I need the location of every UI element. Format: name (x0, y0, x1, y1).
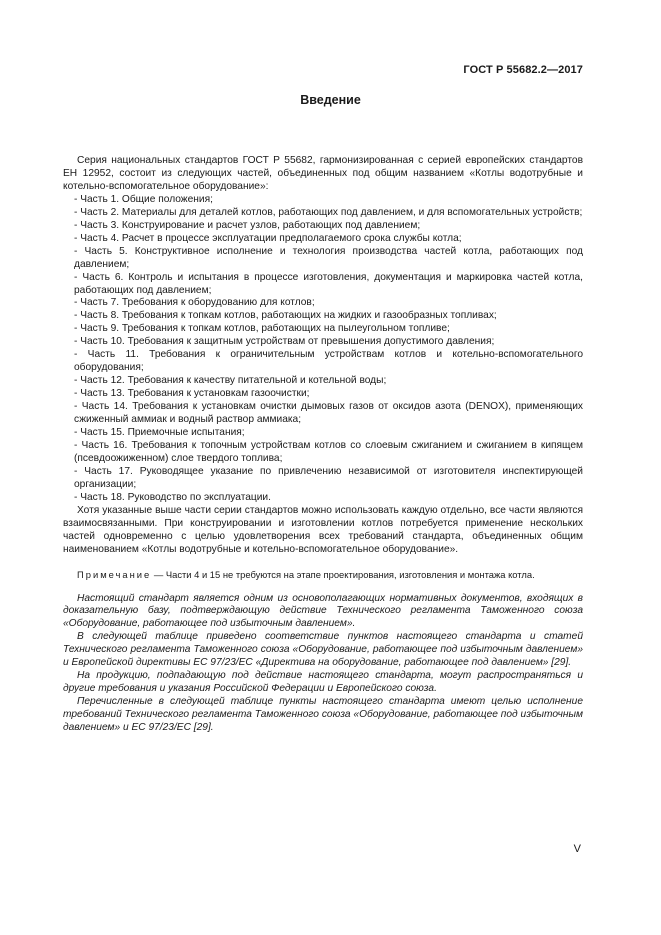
list-item: - Часть 8. Требования к топкам котлов, работающих на жидких и газообразных топливах; (74, 310, 497, 322)
list-item: - Часть 9. Требования к топкам котлов, работающих на пылеугольном топливе; (74, 323, 450, 335)
list-item: - Часть 13. Требования к установкам газоочистки; (74, 388, 310, 400)
list-item: - Часть 10. Требования к защитным устройствам от превышения допустимого давления; (74, 336, 495, 348)
italic-paragraph: Настоящий стандарт является одним из основополагающих нормативных документов, входящих в доказательную базу, подтверждающую действие Технического регламента Таможенного союза «Оборудование, работающее под избыточным давлением». (63, 592, 583, 630)
note-text: — Части 4 и 15 не требуются на этапе проектирования, изготовления и монтажа котла. (153, 568, 535, 580)
document-body (63, 155, 583, 735)
list-item: - Часть 5. Конструктивное исполнение и технология производства частей котла, работающих под давлением; (74, 245, 583, 270)
list-item: - Часть 17. Руководящее указание по привлечению независимой от изготовителя инспектирующей организации; (74, 465, 583, 490)
list-item: - Часть 4. Расчет в процессе эксплуатации предполагаемого срока службы котла; (74, 232, 462, 244)
list-item: - Часть 15. Приемочные испытания; (74, 427, 245, 439)
list-item: - Часть 18. Руководство по эксплуатации. (74, 491, 271, 503)
intro-paragraph: Серия национальных стандартов ГОСТ Р 55682, гармонизированная с серией европейских стандартов ЕН 12952, состоит из следующих частей, объединенных под общим названием «Котлы водотрубные и котельно-вспомогательное оборудование»: (63, 155, 583, 192)
italic-paragraph: На продукцию, подпадающую под действие настоящего стандарта, могут распространяться и другие требования и указания Российской Федерации и Европейского союза. (63, 670, 583, 695)
list-item: - Часть 14. Требования к установкам очистки дымовых газов от оксидов азота (DENOX), применяющих сжиженный аммиак и водный раствор аммиака; (74, 401, 583, 426)
list-item: - Часть 1. Общие положения; (74, 193, 213, 205)
italic-paragraph: Перечисленные в следующей таблице пункты настоящего стандарта имеют целью исполнение требований Технического регламента Таможенного союза «Оборудование, работающее под избыточным давлением» и ЕС 97/23/ЕС [29]. (63, 696, 583, 734)
italic-paragraph: В следующей таблице приведено соответствие пунктов настоящего стандарта и статей Технического регламента Таможенного союза «Оборудование, работающее под избыточным давлением» и Европейской директивы ЕС 97/23/ЕС «Директива на оборудование, работающее под давлением» [29]. (63, 631, 583, 669)
note-label: Примечание (77, 568, 152, 580)
usage-paragraph: Хотя указанные выше части серии стандартов можно использовать каждую отдельно, все части являются взаимосвязанными. При конструировании и изготовлении котлов потребуется применение нескольких частей одновременно с целью удовлетворения всех требований стандарта, объединенных общим наименованием «Котлы водотрубные и котельно-вспомогательное оборудование». (63, 504, 583, 555)
parts-list (63, 194, 583, 505)
list-item: - Часть 12. Требования к качеству питательной и котельной воды; (74, 375, 387, 387)
list-item: - Часть 2. Материалы для деталей котлов, работающих под давлением, и для вспомогательных устройств; (74, 206, 583, 218)
page-number: V (573, 843, 581, 855)
list-item: - Часть 7. Требования к оборудованию для котлов; (74, 297, 315, 309)
list-item: - Часть 3. Конструирование и расчет узлов, работающих под давлением; (74, 219, 421, 231)
page-title: Введение (300, 93, 361, 107)
list-item: - Часть 16. Требования к топочным устройствам котлов со слоевым сжиганием и сжиганием в кипящем (псевдоожиженном) слое твердого топлива; (74, 439, 583, 464)
note (63, 569, 583, 582)
list-item: - Часть 6. Контроль и испытания в процессе изготовления, документация и маркировка частей котла, работающих под давлением; (74, 271, 583, 296)
list-item: - Часть 11. Требования к ограничительным устройствам котлов и котельно-вспомогательного оборудования; (74, 349, 583, 374)
document-header-standard-id: ГОСТ Р 55682.2—2017 (463, 64, 583, 76)
